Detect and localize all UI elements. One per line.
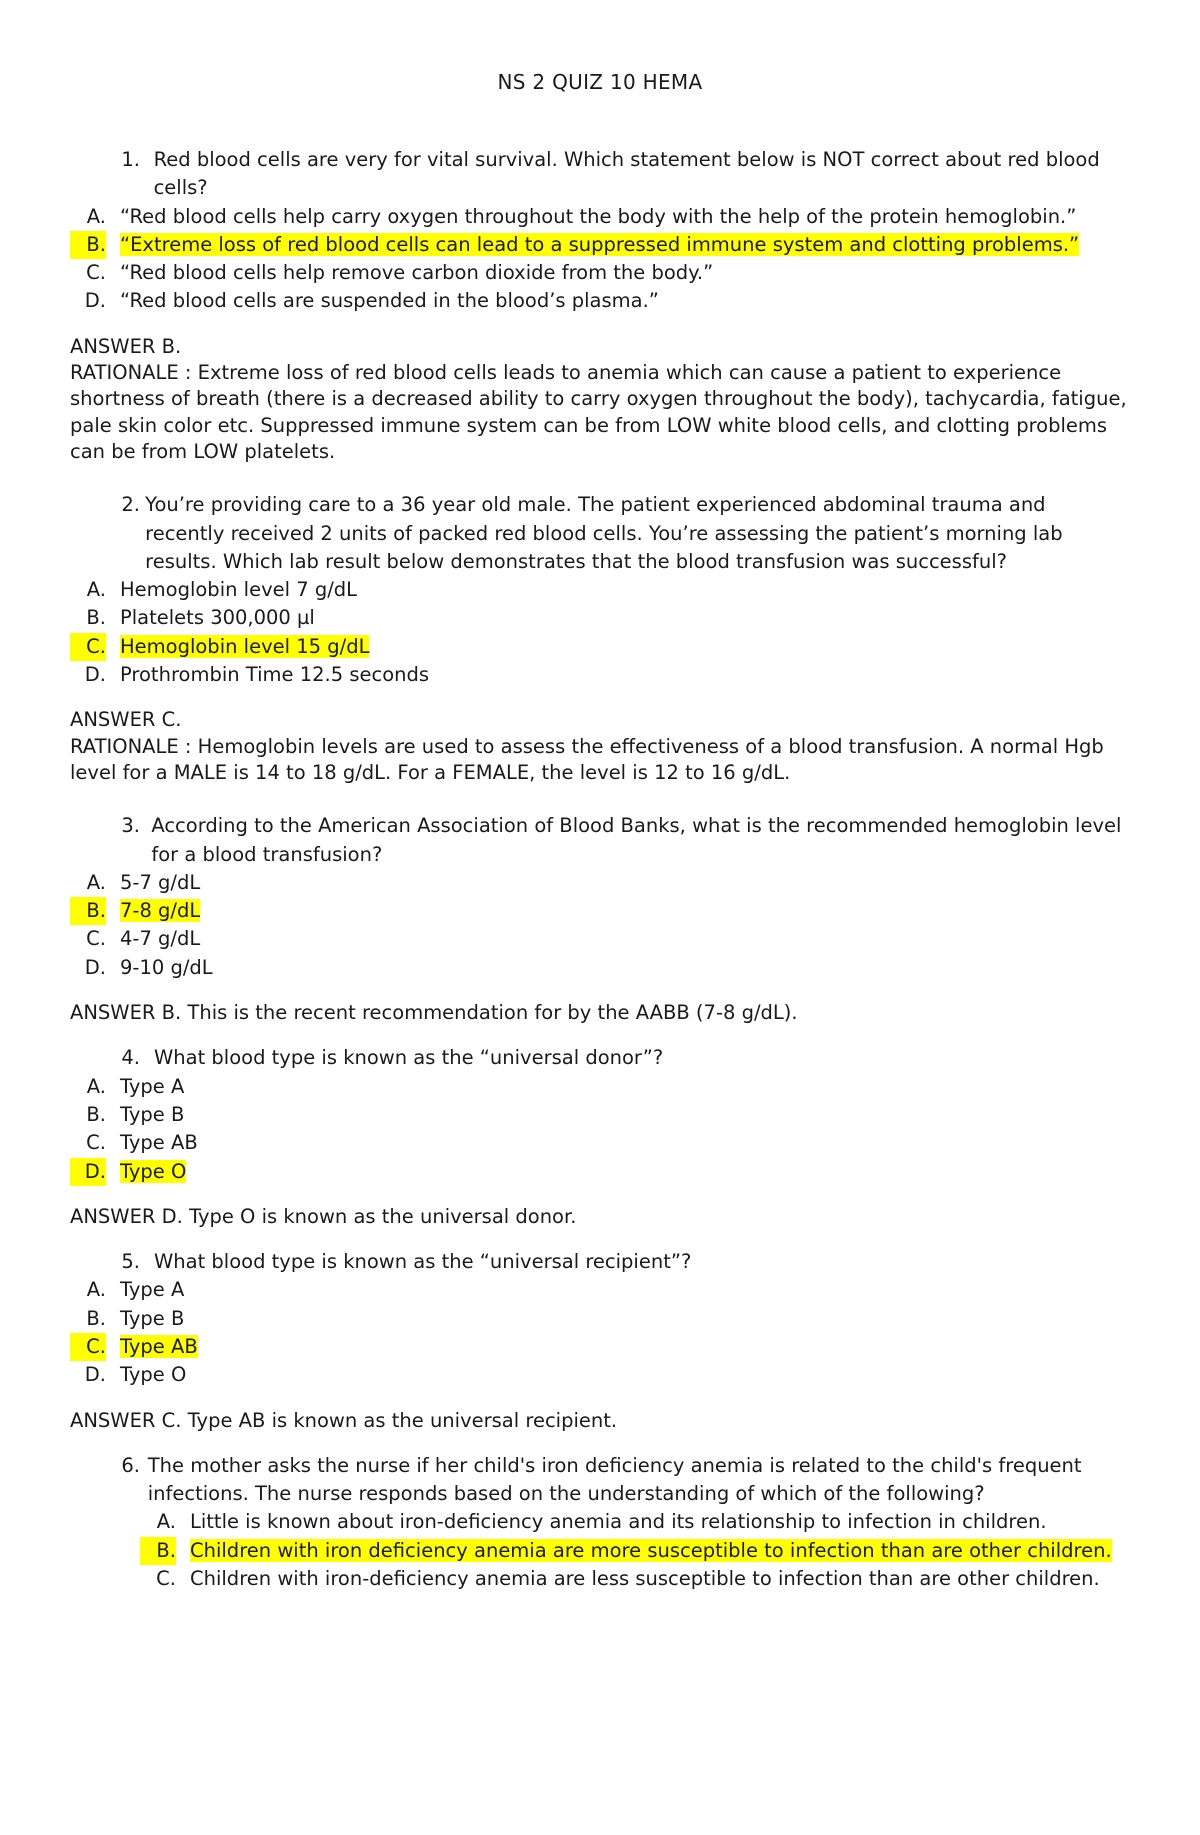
- option-letter: C.: [156, 1567, 176, 1591]
- option-text-highlighted: Type O: [120, 1159, 187, 1183]
- option-a: [70, 1508, 1130, 1536]
- option-letter: B.: [86, 1306, 106, 1330]
- question-stem: [70, 1044, 1130, 1072]
- option-a: [70, 1276, 1130, 1304]
- option-text: Type B: [120, 1306, 185, 1330]
- option-letter: B.: [86, 1102, 106, 1126]
- option-a: [70, 576, 1130, 604]
- option-c: [70, 1129, 1130, 1157]
- question-6: [70, 1452, 1130, 1593]
- answer-line: ANSWER B. This is the recent recommendation for by the AABB (7-8 g/dL).: [70, 1001, 798, 1025]
- option-text: Type A: [120, 1278, 185, 1302]
- option-text: Platelets 300,000 µl: [120, 606, 315, 630]
- option-letter: A.: [86, 204, 106, 228]
- option-text: Prothrombin Time 12.5 seconds: [120, 663, 430, 687]
- question-text: According to the American Association of Blood Banks, what is the recommended hemoglobin level for a blood transfusion?: [151, 814, 1122, 866]
- question-1: [70, 146, 1130, 316]
- option-letter: D.: [70, 1158, 106, 1186]
- answer-line: ANSWER C.: [70, 708, 182, 732]
- option-letter: C.: [86, 261, 106, 285]
- option-letter: B.: [70, 897, 106, 925]
- question-stem: [70, 1248, 1130, 1276]
- option-c-correct: [70, 1333, 1130, 1361]
- option-d-correct: [70, 1158, 1130, 1186]
- option-text-highlighted: “Extreme loss of red blood cells can lead to a suppressed immune system and clotting problems.”: [120, 232, 1080, 256]
- option-b: [70, 1101, 1130, 1129]
- option-letter: A.: [156, 1510, 176, 1534]
- option-d: [70, 954, 1130, 982]
- option-letter: A.: [86, 1074, 106, 1098]
- option-text-highlighted: Children with iron deficiency anemia are more susceptible to infection than are other children.: [190, 1538, 1112, 1562]
- question-3: [70, 812, 1130, 982]
- question-4: [70, 1044, 1130, 1185]
- option-b: [70, 604, 1130, 632]
- option-c-correct: [70, 633, 1130, 661]
- option-text-highlighted: Hemoglobin level 15 g/dL: [120, 634, 370, 658]
- option-letter: C.: [70, 1333, 106, 1361]
- option-letter: D.: [84, 955, 106, 979]
- question-text: The mother asks the nurse if her child's iron deficiency anemia is related to the child's frequent infections. The nurse responds based on the understanding of which of the following?: [147, 1453, 1082, 1506]
- question-5: [70, 1248, 1130, 1389]
- option-text: 5-7 g/dL: [120, 870, 201, 894]
- option-d: [70, 287, 1130, 315]
- rationale-text: RATIONALE : Hemoglobin levels are used to assess the effectiveness of a blood transfusion. A normal Hgb level for a MALE is 14 to 18 g/dL. For a FEMALE, the level is 12 to 16 g/dL.: [70, 734, 1104, 784]
- option-text: Type AB: [120, 1131, 198, 1155]
- question-stem: [70, 491, 1130, 576]
- option-c: [70, 1565, 1130, 1593]
- option-text: “Red blood cells help remove carbon dioxide from the body.”: [120, 261, 714, 285]
- option-c: [70, 925, 1130, 953]
- option-d: [70, 1361, 1130, 1389]
- option-text-highlighted: Type AB: [120, 1334, 198, 1358]
- option-c: [70, 259, 1130, 287]
- option-text-highlighted: 7-8 g/dL: [120, 899, 201, 923]
- option-text: Hemoglobin level 7 g/dL: [120, 578, 358, 602]
- option-letter: B.: [70, 231, 106, 259]
- question-number: 1.: [121, 148, 140, 171]
- option-b-correct: [70, 1537, 1130, 1565]
- option-b: [70, 1305, 1130, 1333]
- question-number: 3.: [121, 814, 140, 838]
- question-text: You’re providing care to a 36 year old male. The patient experienced abdominal trauma and recently received 2 units of packed red blood cells. You’re assessing the patient’s morning lab results. Which lab result below demonstrates that the blood transfusion was successful?: [145, 493, 1063, 573]
- option-b-correct: [70, 231, 1130, 259]
- option-d: [70, 661, 1130, 689]
- option-text: 9-10 g/dL: [120, 955, 213, 979]
- option-text: Type A: [120, 1074, 185, 1098]
- rationale-text: RATIONALE : Extreme loss of red blood cells leads to anemia which can cause a patient to experience shortness of breath (there is a decreased ability to carry oxygen throughout the body), tachycardia, fatigue, pale skin color etc. Suppressed immune system can be from LOW white blood cells, and clotting problems can be from LOW platelets.: [70, 361, 1127, 463]
- question-stem: [70, 812, 1130, 869]
- option-letter: A.: [86, 1278, 106, 1302]
- option-letter: C.: [86, 1131, 106, 1155]
- question-text: What blood type is known as the “universal recipient”?: [154, 1250, 692, 1274]
- option-letter: B.: [140, 1537, 176, 1565]
- question-number: 2.: [121, 493, 140, 517]
- option-text: Children with iron-deficiency anemia are less susceptible to infection than are other children.: [190, 1567, 1100, 1591]
- option-a: [70, 1073, 1130, 1101]
- option-letter: D.: [84, 1363, 106, 1387]
- answer-line: ANSWER D. Type O is known as the universal donor.: [70, 1204, 577, 1228]
- question-stem: [70, 1452, 1130, 1509]
- question-text: Red blood cells are very for vital survival. Which statement below is NOT correct about red blood cells?: [153, 148, 1100, 200]
- option-a: [70, 203, 1130, 231]
- option-text: “Red blood cells help carry oxygen throughout the body with the help of the protein hemoglobin.”: [120, 204, 1077, 228]
- option-b-correct: [70, 897, 1130, 925]
- answer-line: ANSWER C. Type AB is known as the universal recipient.: [70, 1408, 618, 1432]
- option-text: Type O: [120, 1363, 187, 1387]
- option-text: Little is known about iron-deficiency anemia and its relationship to infection in children.: [190, 1510, 1047, 1534]
- question-stem: [70, 146, 1130, 203]
- option-letter: C.: [86, 927, 106, 951]
- question-text: What blood type is known as the “universal donor”?: [154, 1046, 664, 1070]
- option-letter: A.: [86, 578, 106, 602]
- option-text: Type B: [120, 1102, 185, 1126]
- option-letter: D.: [84, 663, 106, 687]
- question-2: [70, 491, 1130, 689]
- question-number: 6.: [121, 1453, 140, 1477]
- answer-line: ANSWER B.: [70, 334, 182, 358]
- question-number: 4.: [121, 1046, 140, 1070]
- option-text: 4-7 g/dL: [120, 927, 201, 951]
- option-letter: D.: [84, 289, 106, 313]
- option-text: “Red blood cells are suspended in the blood’s plasma.”: [120, 289, 659, 313]
- option-letter: C.: [70, 633, 106, 661]
- option-letter: A.: [86, 870, 106, 894]
- question-number: 5.: [121, 1250, 140, 1274]
- option-a: [70, 869, 1130, 897]
- option-letter: B.: [86, 606, 106, 630]
- document-title: NS 2 QUIZ 10 HEMA: [497, 70, 703, 94]
